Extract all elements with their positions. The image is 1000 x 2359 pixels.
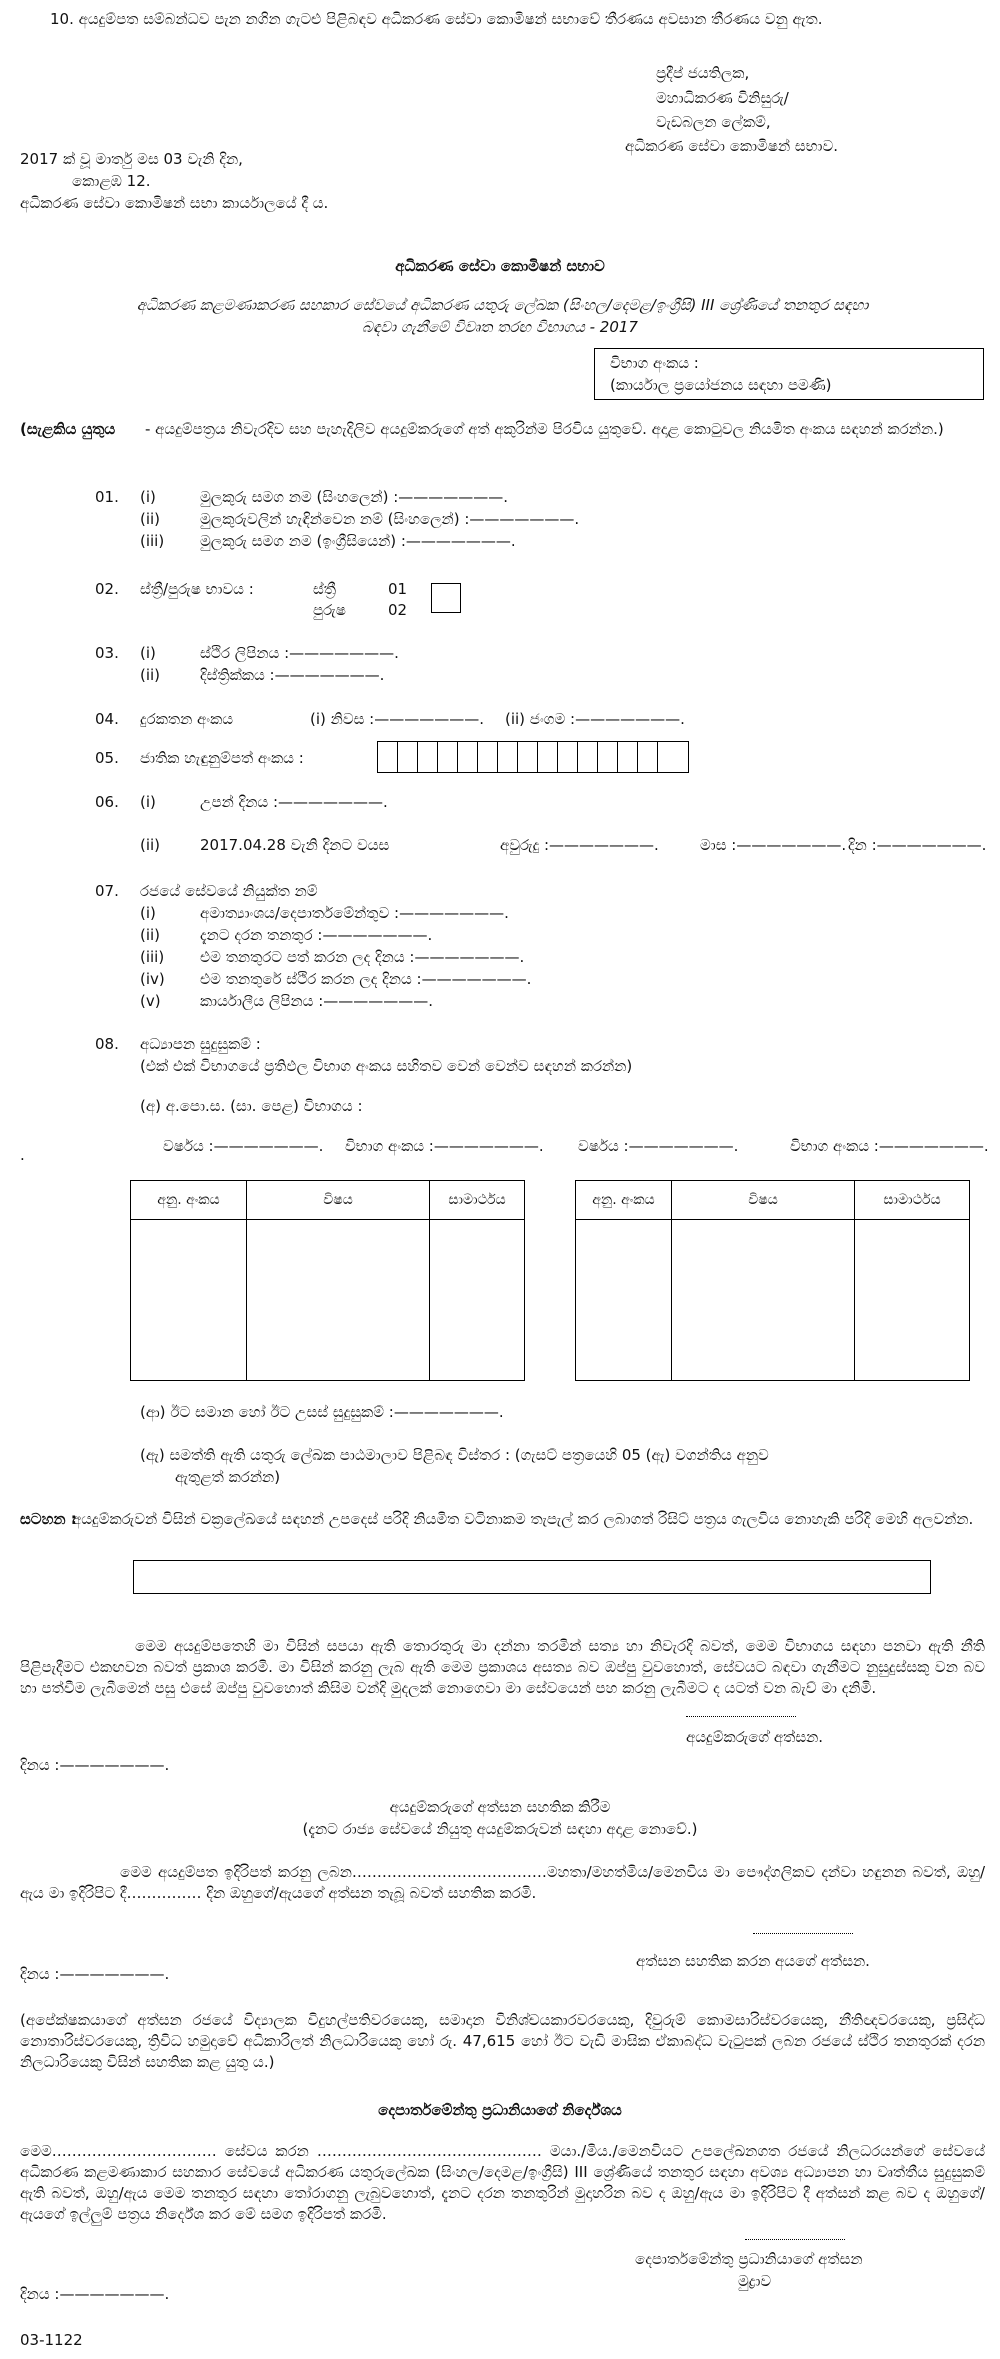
phone-label: දුරකතන අංකය xyxy=(140,710,234,728)
nic-digit-box[interactable] xyxy=(598,742,618,772)
issue-office: අධිකරණ සේවා කොමිෂන් සභා කාර්යාලයේ දී ය. xyxy=(20,194,329,212)
table-cell[interactable] xyxy=(131,1220,247,1381)
ol-exam-label: (අ) අ.පො.ස. (සා. පෙළ) විභාගය : xyxy=(140,1097,363,1115)
signatory-title: මහාධිකරණ විනිසුරු/ xyxy=(656,89,789,107)
item-index: (i) xyxy=(140,904,156,922)
item-index: (ii) xyxy=(140,666,161,684)
item-index: (iv) xyxy=(140,970,165,988)
nic-digit-box[interactable] xyxy=(538,742,558,772)
note-label: (සැළකිය යුතුය xyxy=(20,420,116,438)
name-english-field[interactable]: මුලකුරු සමග නම (ඉංග්‍රීසියෙන්) :———————. xyxy=(200,532,516,550)
appointment-date-field[interactable]: එම තනතුරට පත් කරන ලද දිනය :———————. xyxy=(200,948,525,966)
certification-date-field[interactable]: දිනය :———————. xyxy=(20,1965,170,1983)
item-index: (ii) xyxy=(140,836,161,854)
applicant-date-field[interactable]: දිනය :———————. xyxy=(20,1756,170,1774)
dept-head-text: මෙම…………………………… සේවය කරන ……………………………………… මයා./මිය./මෙනවියට උපලේඛනගත රජයේ නිලධරයන්ගේ සේවයේ අධිකරණ කළමණාකාර සහකාර සේවයේ අධිකරණ යතුරුලේඛක (සිංහල/දෙමළ/ඉංග්‍රීසි) III ශ්‍රේණියේ තනතුර සඳහා අවශ්‍ය අධ්‍යාපන හා වෘත්තීය සුදුසුකම් ඇති බවත්, ඔහු/ඇය මෙම තනතුර සඳහා තෝරාගනු ලැබුවහොත්, දැනට දරන තනතුරින් මුදාහරින බව ද ඔහු/ඇය මා ඉදිරිපිට දී අත්සන් කළ බව ද ඔහුගේ/ඇයගේ ඉල්ලුම් පත්‍රය නිර්දේශ කර මේ සමග ඉදිරිපත් කරමි. xyxy=(20,2142,985,2223)
note-text: - අයදුම්පත්‍රය නිවැරදිව සහ පැහැදිලිව අයදුම්කරුගේ අත් අකුරින්ම පිරවිය යුතුවේ. අදාළ කොටුවල නියමිත අංකය සඳහන් කරන්න.) xyxy=(145,420,944,438)
seal-label: මුද්‍රාව xyxy=(738,2272,772,2290)
ol-year-field[interactable]: වර්ෂය :———————. xyxy=(578,1137,739,1155)
footer-code: 03-1122 xyxy=(20,2331,83,2349)
signatory-title: අධිකරණ සේවා කොමිෂන් සභාව. xyxy=(625,137,838,155)
form-title: අධිකරණ කළමණාකරණ සහකාර සේවයේ අධිකරණ යතුරු ලේඛක (සිංහල/දෙමළ/ඉංග්‍රීසි) III ශ්‍රේණියේ තනතුර සඳහා xyxy=(136,296,869,314)
column-header: සාමාර්ථය xyxy=(430,1181,525,1220)
ol-index-field[interactable]: විභාග අංකය :———————. xyxy=(790,1137,989,1155)
notice-text: අයදුම්කරුවන් විසින් චක්‍රලේඛයේ සඳහන් උපදෙස් පරිදි නියමිත වටිනාකම තැපැල් කර ලබාගත් රිසිට් පත්‍රය ගැලවිය නොහැකි පරිදි මෙහි අලවන්න. xyxy=(72,1510,974,1528)
office-box-label: විභාග අංකය : xyxy=(610,354,699,372)
govt-service-title: රජයේ සේවයේ නියුක්ත නම් xyxy=(140,882,318,900)
education-title: අධ්‍යාපන සුදුසුකම් : xyxy=(140,1035,261,1053)
margin-dot: . xyxy=(20,1146,25,1164)
age-years-field[interactable]: අවුරුදු :———————. xyxy=(500,836,659,854)
nic-digit-box[interactable] xyxy=(458,742,478,772)
typing-course-label: (ඇ) සමත්ති ඇති යතුරු ලේඛක පාඨමාලාව පිළිබඳ විස්තර : (ගැසට් පත්‍රයෙහි 05 (ඇ) වගන්තිය අනුව xyxy=(140,1446,769,1464)
gender-male-code: 02 xyxy=(388,601,408,619)
results-table-right xyxy=(575,1180,970,1381)
typing-course-label: ඇතුළත් කරන්න) xyxy=(175,1468,281,1486)
name-with-initials-field[interactable]: මුලකුරු සමග නම (සිංහලෙන්) :———————. xyxy=(200,488,509,506)
nic-digit-box[interactable] xyxy=(418,742,438,772)
column-header: අනු. අංකය xyxy=(131,1181,247,1220)
item-index: (v) xyxy=(140,992,161,1010)
gender-code-box[interactable] xyxy=(431,583,461,613)
clause-10: 10. අයදුම්පත සම්බන්ධව පැන නගින ගැටළු පිළිබඳව අධිකරණ සේවා කොමිෂන් සභාවේ තීරණය අවසාන තීරණය වනු ඇත. xyxy=(50,10,823,28)
q03-number: 03. xyxy=(95,644,119,662)
age-days-field[interactable]: දින :———————. xyxy=(848,836,987,854)
education-subtitle: (එක් එක් විභාගයේ ප්‍රතිඵල විභාග අංකය සහිතව වෙන් වෙන්ව සඳහන් කරන්න) xyxy=(140,1057,633,1075)
nic-digit-box[interactable] xyxy=(438,742,458,772)
dept-head-title: දෙපාර්තමේන්තු ප්‍රධානියාගේ නිර්දේශය xyxy=(378,2101,622,2119)
q05-number: 05. xyxy=(95,749,119,767)
table-cell[interactable] xyxy=(430,1220,525,1381)
ol-year-field[interactable]: වර්ෂය :———————. xyxy=(163,1137,324,1155)
item-index: (ii) xyxy=(140,510,161,528)
permanent-address-field[interactable]: ස්ථිර ලිපිනය :———————. xyxy=(200,644,399,662)
declaration-text: මෙම අයදුම්පතෙහි මා විසින් සපයා ඇති තොරතුරු මා දන්නා තරමින් සත්‍ය හා නිවැරදි බවත්, මෙම විභාගය සඳහා පනවා ඇති නීති පිළිපැදීමට එකඟවන බවත් ප්‍රකාශ කරමි. මා විසින් කරනු ලැබ ඇති මෙම ප්‍රකාශය අසත්‍ය බව ඔප්පු වුවහොත්, සේවයට බඳවා ගැනීමට නුසුදුස්සකු වන බව හා පත්වීම ලැබීමෙන් පසු එසේ ඔප්පු වුවහොත් කිසිම වන්දි මුදලක් නොගෙවා මා සේවයෙන් පහ කරනු ලැබීමට ද යටත් වන බැව් මා දනිමි. xyxy=(20,1637,985,1697)
nic-digit-box[interactable] xyxy=(398,742,418,772)
age-label: 2017.04.28 වැනි දිනට වයස xyxy=(200,836,390,854)
nic-digit-box[interactable] xyxy=(378,742,398,772)
q06-number: 06. xyxy=(95,793,119,811)
nic-label: ජාතික හැඳුනුම්පත් අංකය : xyxy=(140,749,304,767)
item-index: (ii) xyxy=(140,926,161,944)
signatory-name: ප්‍රදීප් ජයතිලක, xyxy=(656,64,750,82)
nic-digit-box[interactable] xyxy=(478,742,498,772)
signature-line[interactable] xyxy=(753,1932,853,1934)
certification-note: (අපේක්ෂකයාගේ අත්සන රජයේ විද්‍යාලක විදුහල්පතිවරයෙකු, සමාදාන විනිශ්චයකාරවරයෙකු, දිවුරුම් කොමසාරිස්වරයෙකු, නීතිඥවරයෙකු, ප්‍රසිද්ධ නොතාරිස්වරයෙකු, ත්‍රිවිධ හමුදාවේ අධිකාරිලත් නිලධාරියෙකු හෝ රු. 47,615 හෝ ඊට වැඩි මාසික ඒකාබද්ධ වැටුපක් ලබන රජයේ ස්ථිර තනතුරක් දරන නිලධාරියෙකු විසින් සහතික කළ යුතු ය.) xyxy=(20,2011,985,2071)
name-denoted-field[interactable]: මුලකුරුවලින් හැඳින්වෙන නම් (සිංහලෙන්) :———————. xyxy=(200,510,580,528)
nic-digit-box[interactable] xyxy=(638,742,658,772)
table-header-row xyxy=(131,1181,525,1220)
issue-city: කොළඹ 12. xyxy=(72,172,151,190)
birth-date-field[interactable]: උපන් දිනය :———————. xyxy=(200,793,388,811)
form-header: අධිකරණ සේවා කොමිෂන් සභාව xyxy=(395,257,605,275)
nic-digit-box[interactable] xyxy=(578,742,598,772)
q02-number: 02. xyxy=(95,580,119,598)
nic-digit-box[interactable] xyxy=(658,742,688,772)
phone-home-field[interactable]: (i) නිවස :———————. xyxy=(310,710,484,728)
column-header: විෂය xyxy=(672,1181,855,1220)
q04-number: 04. xyxy=(95,710,119,728)
notice-label: සටහන : xyxy=(20,1510,77,1528)
confirmation-date-field[interactable]: එම තනතුරේ ස්ථිර කරන ලද දිනය :———————. xyxy=(200,970,532,988)
ministry-field[interactable]: අමාත්‍යාංශය/දෙපාර්තමේන්තුව :———————. xyxy=(200,904,509,922)
nic-digit-boxes[interactable] xyxy=(377,741,689,773)
item-index: (iii) xyxy=(140,532,165,550)
age-months-field[interactable]: මාස :———————. xyxy=(700,836,847,854)
ol-index-field[interactable]: විභාග අංකය :———————. xyxy=(345,1137,544,1155)
certification-title: අයදුම්කරුගේ අත්සන සහතික කිරීම xyxy=(389,1798,611,1816)
table-cell[interactable] xyxy=(576,1220,672,1381)
table-row[interactable] xyxy=(576,1220,970,1381)
column-header: විෂය xyxy=(247,1181,430,1220)
gender-label: ස්ත්‍රී/පුරුෂ භාවය : xyxy=(140,580,254,598)
office-box-label: (කාර්යාල ප්‍රයෝජනය සඳහා පමණි) xyxy=(610,376,832,394)
certifier-signature-label: අත්සන සහතික කරන අයගේ අත්සන. xyxy=(636,1952,870,1970)
dept-head-date-field[interactable]: දිනය :———————. xyxy=(20,2285,170,2303)
office-address-field[interactable]: කාර්යාලීය ලිපිනය :———————. xyxy=(200,992,434,1010)
nic-digit-box[interactable] xyxy=(558,742,578,772)
results-table-left xyxy=(130,1180,525,1381)
gender-female-label: ස්ත්‍රී xyxy=(313,580,336,598)
signature-line[interactable] xyxy=(745,2238,845,2240)
applicant-signature-label: අයදුම්කරුගේ අත්සන. xyxy=(686,1728,824,1746)
signatory-title: වැඩබලන ලේකම්, xyxy=(656,113,771,131)
item-index: (i) xyxy=(140,793,156,811)
higher-qualifications-field[interactable]: (ආ) ඊට සමාන හෝ ඊට උසස් සුදුසුකම් :———————. xyxy=(140,1403,504,1421)
q01-number: 01. xyxy=(95,488,119,506)
nic-digit-box[interactable] xyxy=(498,742,518,772)
gender-female-code: 01 xyxy=(388,580,408,598)
q07-number: 07. xyxy=(95,882,119,900)
nic-digit-box[interactable] xyxy=(518,742,538,772)
q08-number: 08. xyxy=(95,1035,119,1053)
gender-male-label: පුරුෂ xyxy=(313,601,346,619)
table-cell[interactable] xyxy=(672,1220,855,1381)
column-header: අනු. අංකය xyxy=(576,1181,672,1220)
current-post-field[interactable]: දැනට දරන තනතුර :———————. xyxy=(200,926,433,944)
certification-subtitle: (දැනට රාජ්‍ය සේවයේ නියුතු අයදුම්කරුවන් සඳහා අදාළ නොවේ.) xyxy=(302,1820,698,1838)
dept-head-signature-label: දෙපාර්තමේන්තු ප්‍රධානියාගේ අත්සන xyxy=(635,2250,863,2268)
receipt-paste-box[interactable] xyxy=(133,1560,931,1594)
table-cell[interactable] xyxy=(855,1220,970,1381)
table-row[interactable] xyxy=(131,1220,525,1381)
item-index: (i) xyxy=(140,644,156,662)
item-index: (iii) xyxy=(140,948,165,966)
table-header-row xyxy=(576,1181,970,1220)
item-index: (i) xyxy=(140,488,156,506)
issue-date: 2017 ක් වූ මාර්තු මස 03 වැනි දින, xyxy=(20,150,243,168)
district-field[interactable]: දිස්ත්‍රික්කය :———————. xyxy=(200,666,385,684)
form-title: බඳවා ගැනීමේ විවෘත තරඟ විභාගය - 2017 xyxy=(362,318,638,336)
column-header: සාමාර්ථය xyxy=(855,1181,970,1220)
nic-digit-box[interactable] xyxy=(618,742,638,772)
certification-text: මෙම අයදුම්පත ඉදිරිපත් කරනු ලබන…………………………………මහතා/මහත්මිය/මෙනවිය මා පෞද්ගලිකව දන්වා හඳුනන බවත්, ඔහු/ඇය මා ඉදිරිපිට දී…………… දින ඔහුගේ/ඇයගේ අත්සන තැබූ බවත් සහතික කරමි. xyxy=(20,1863,985,1902)
table-cell[interactable] xyxy=(247,1220,430,1381)
phone-mobile-field[interactable]: (ii) ජංගම :———————. xyxy=(505,710,685,728)
signature-line[interactable] xyxy=(686,1715,796,1717)
